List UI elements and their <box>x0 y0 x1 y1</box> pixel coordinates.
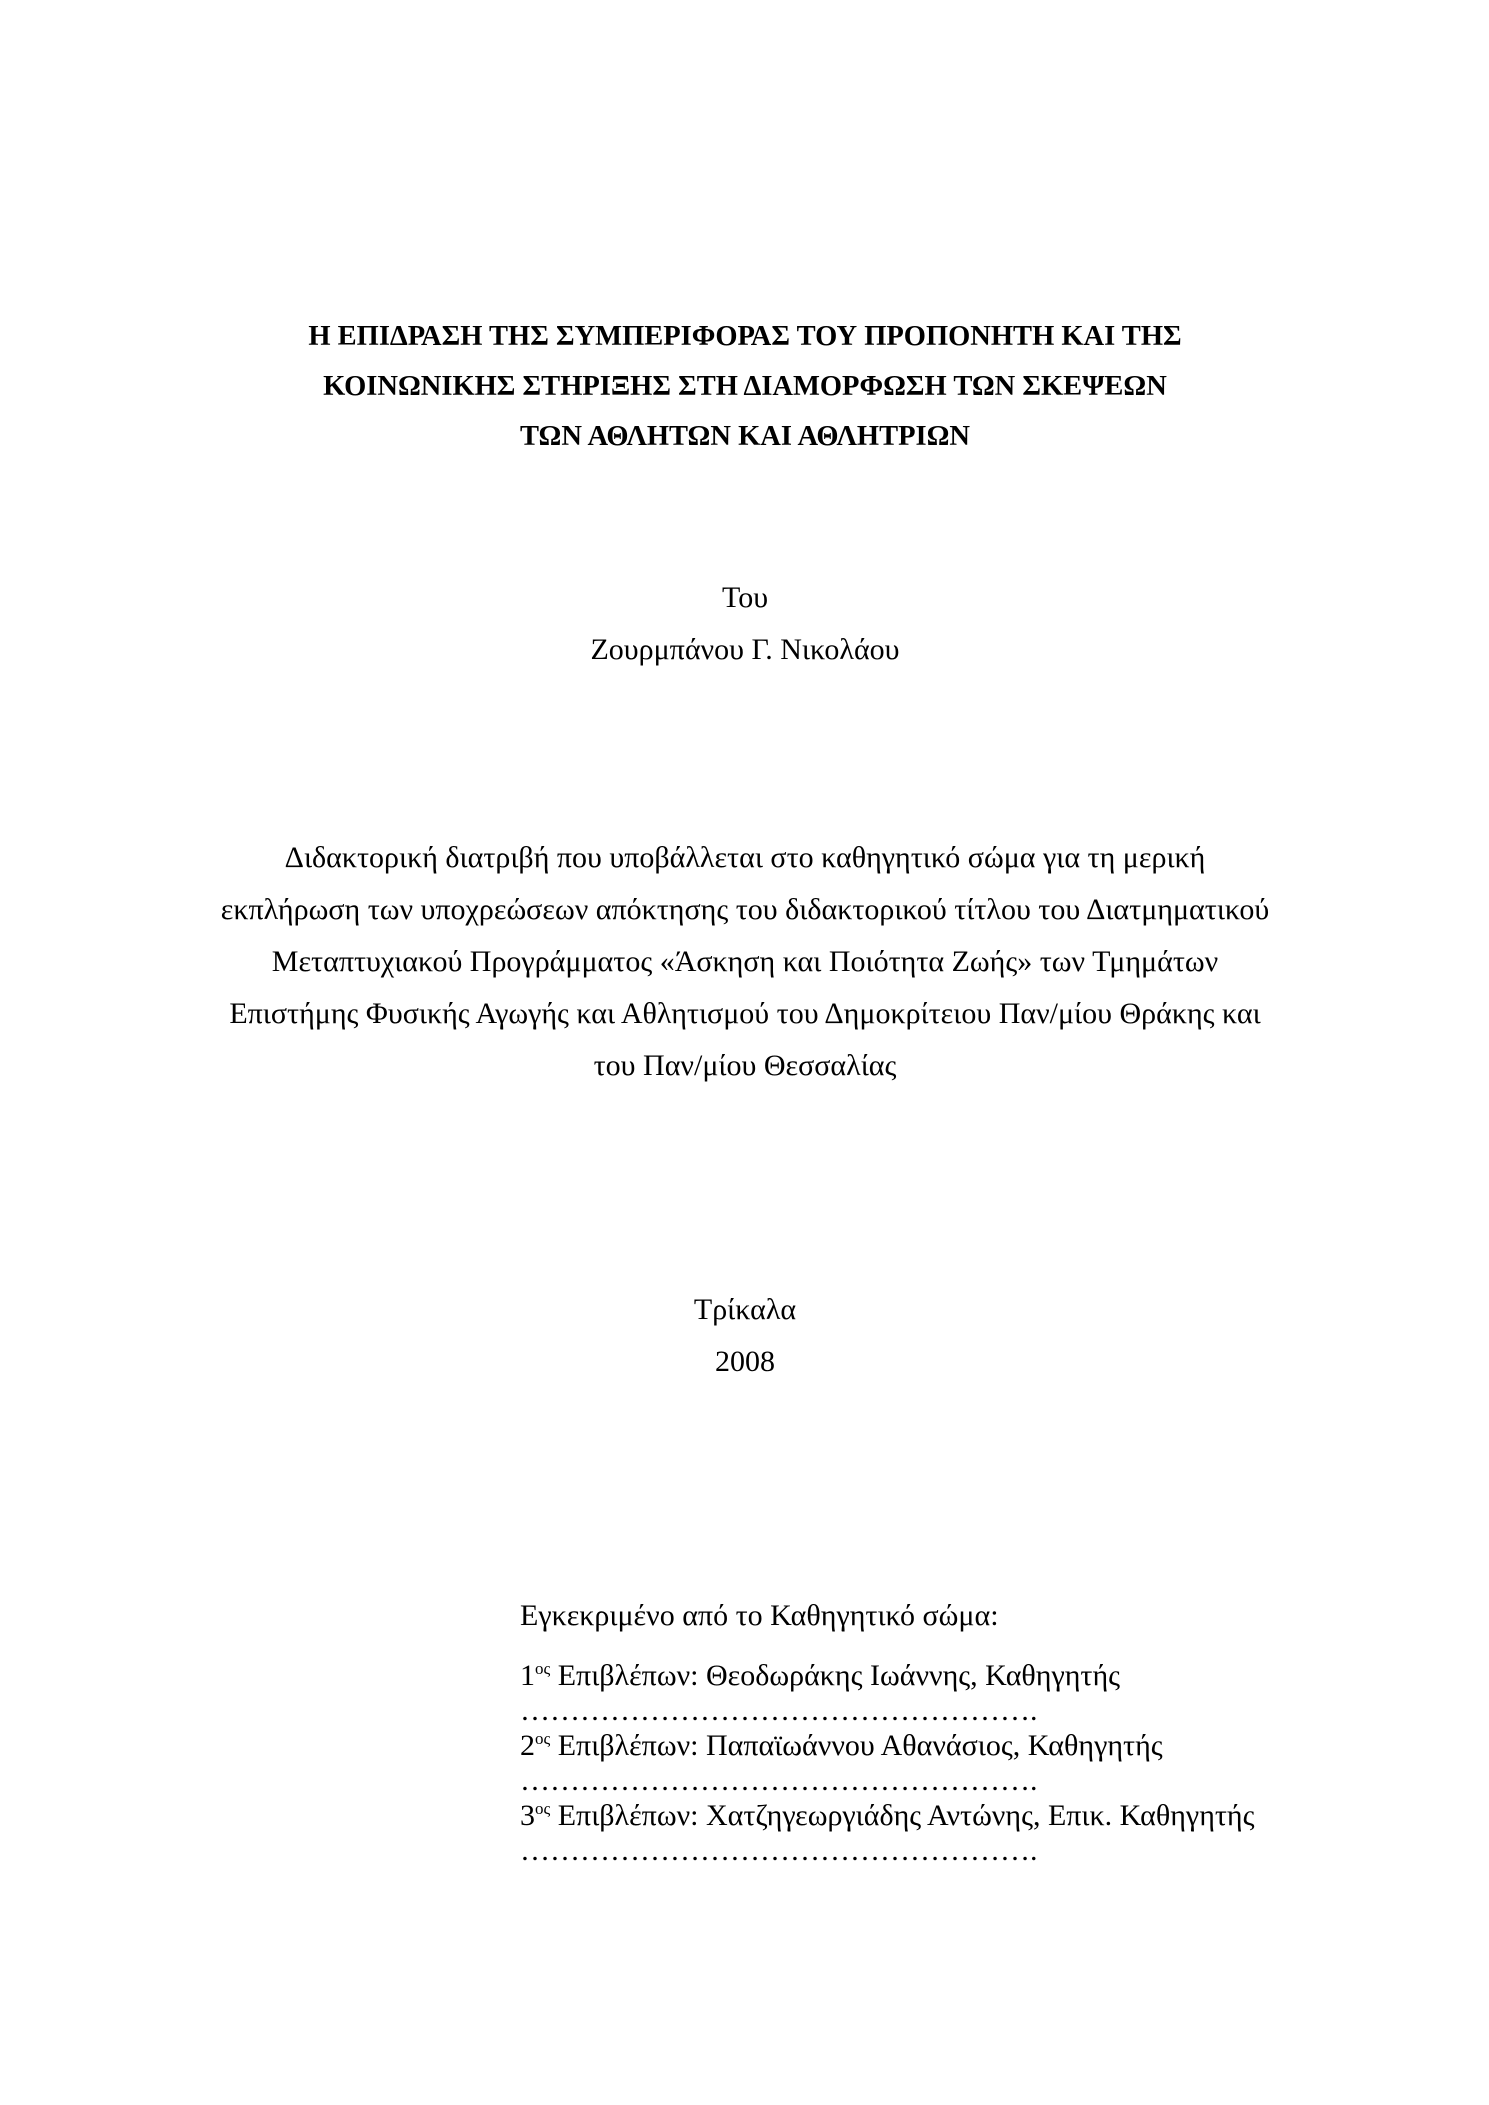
signature-line: ……………………………………………. <box>520 1834 1038 1867</box>
place: Τρίκαλα <box>693 1293 797 1326</box>
signature-line: ……………………………………………. <box>520 1764 1038 1797</box>
committee-member-2 <box>520 1728 1340 1798</box>
year: 2008 <box>715 1345 775 1378</box>
author-prefix: Του <box>721 581 769 614</box>
committee-member-3 <box>520 1798 1340 1868</box>
author-name: Ζουρμπάνου Γ. Νικολάου <box>590 633 900 666</box>
description-line-4: Επιστήμης Φυσικής Αγωγής και Αθλητισμού του Δημοκρίτειου Παν/μίου Θράκης και <box>229 997 1261 1030</box>
member-text: Επιβλέπων: Χατζηγεωργιάδης Αντώνης, Επικ. Καθηγητής <box>550 1799 1255 1832</box>
member-number: 3 <box>520 1799 535 1832</box>
committee-heading: Εγκεκριμένο από το Καθηγητικό σώμα: <box>520 1599 999 1632</box>
member-ordinal <box>520 1729 550 1762</box>
thesis-title <box>150 312 1340 462</box>
title-line-3: ΤΩΝ ΑΘΛΗΤΩΝ ΚΑΙ ΑΘΛΗΤΡΙΩΝ <box>520 421 970 452</box>
member-ordinal <box>520 1659 550 1692</box>
author-block <box>150 572 1340 676</box>
member-ordinal-suffix: ος <box>535 1659 551 1678</box>
thesis-description <box>150 832 1340 1092</box>
title-line-1: Η ΕΠΙΔΡΑΣΗ ΤΗΣ ΣΥΜΠΕΡΙΦΟΡΑΣ ΤΟΥ ΠΡΟΠΟΝΗΤΗ ΚΑΙ ΤΗΣ <box>308 321 1182 352</box>
member-number: 1 <box>520 1659 535 1692</box>
member-text: Επιβλέπων: Θεοδωράκης Ιωάννης, Καθηγητής <box>550 1659 1121 1692</box>
title-line-2: ΚΟΙΝΩΝΙΚΗΣ ΣΤΗΡΙΞΗΣ ΣΤΗ ΔΙΑΜΟΡΦΩΣΗ ΤΩΝ ΣΚΕΨΕΩΝ <box>323 371 1167 402</box>
description-line-1: Διδακτορική διατριβή που υποβάλλεται στο καθηγητικό σώμα για τη μερική <box>284 841 1206 874</box>
member-number: 2 <box>520 1729 535 1762</box>
description-line-2: εκπλήρωση των υποχρεώσεων απόκτησης του διδακτορικού τίτλου του Διατμηματικού <box>220 893 1270 926</box>
member-ordinal-suffix: ος <box>535 1799 551 1818</box>
member-line <box>520 1728 1340 1764</box>
place-year-block <box>150 1284 1340 1388</box>
committee-block <box>520 1590 1340 1868</box>
committee-member-1 <box>520 1658 1340 1728</box>
signature-line: ……………………………………………. <box>520 1694 1038 1727</box>
description-line-5: του Παν/μίου Θεσσαλίας <box>593 1049 897 1082</box>
member-ordinal <box>520 1799 550 1832</box>
member-line <box>520 1658 1340 1694</box>
member-line <box>520 1798 1340 1834</box>
member-ordinal-suffix: ος <box>535 1729 551 1748</box>
member-text: Επιβλέπων: Παπαϊωάννου Αθανάσιος, Καθηγητής <box>550 1729 1163 1762</box>
description-line-3: Μεταπτυχιακού Προγράμματος «Άσκηση και Ποιότητα Ζωής» των Τμημάτων <box>271 945 1219 978</box>
